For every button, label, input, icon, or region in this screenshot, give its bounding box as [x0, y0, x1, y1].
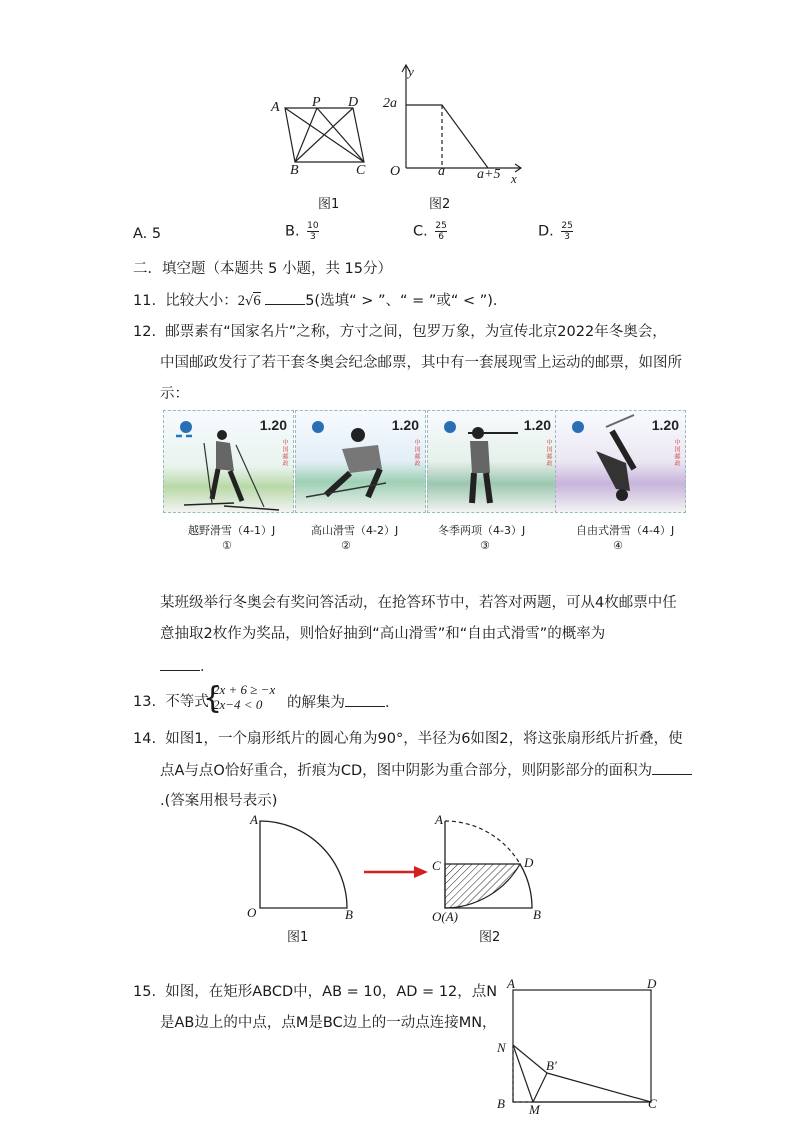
sector2-caption: 图2	[479, 930, 501, 945]
stamp-index-4: ④	[613, 539, 623, 552]
sector2-label-a: A	[435, 812, 443, 827]
fig2-y-tick: 2a	[383, 96, 397, 111]
option-a: A. 5	[133, 226, 162, 242]
rect-label-b-prime: B′	[546, 1058, 557, 1073]
fig2-x-tick-a: a	[438, 164, 445, 179]
stamp-index-3: ③	[480, 539, 490, 552]
stamp-price: 1.20	[523, 417, 551, 433]
fig2-caption: 图2	[429, 197, 451, 212]
sector-figure-1	[255, 818, 355, 914]
rect-label-c: C	[648, 1096, 657, 1111]
skier-figure-3	[428, 411, 558, 513]
rectangle-figure	[505, 985, 665, 1110]
top-figure-2	[378, 60, 528, 185]
inequality-1: 2x + 6 ≥ −x	[213, 682, 276, 697]
stamp-caption-4: 自由式滑雪（4-4）J	[576, 524, 675, 537]
stamp-index-1: ①	[222, 539, 232, 552]
question-13-suffix: 的解集为 ．	[287, 692, 400, 713]
skier-figure-2	[296, 411, 426, 513]
option-c: C. $\frac{25}{6}$	[413, 221, 447, 242]
fig2-x-tick-a5: a+5	[477, 167, 501, 182]
fig2-x-axis-label: x	[511, 171, 517, 186]
sector2-label-oa: O(A)	[432, 909, 458, 924]
question-13: 13. 不等式	[133, 694, 209, 710]
stamp-price: 1.20	[391, 417, 419, 433]
stamp-issuer: 中国邮政	[413, 439, 420, 467]
red-arrow	[362, 864, 430, 880]
question-12-line-5: 意抽取2枚作为奖品，则恰好抽到“高山滑雪”和“自由式滑雪”的概率为	[160, 626, 606, 642]
stamp-2	[295, 410, 426, 513]
fig1-label-a: A	[271, 100, 280, 115]
skier-figure-4	[556, 411, 686, 513]
sector1-label-b: B	[345, 907, 353, 922]
question-14-line-2: 点A与点O恰好重合，折痕为CD，图中阴影为重合部分，则阴影部分的面积为	[160, 760, 692, 781]
skier-figure-1	[164, 411, 294, 513]
question-12-line-1: 12. 邮票素有“国家名片”之称，方寸之间，包罗万象，为宣传北京2022年冬奥会，	[133, 324, 667, 340]
fig2-origin: O	[390, 164, 401, 179]
rect-label-d: D	[647, 976, 657, 991]
stamp-index-2: ②	[341, 539, 351, 552]
sector2-label-b: B	[533, 907, 541, 922]
stamp-caption-2: 高山滑雪（4-2）J	[311, 524, 399, 537]
sector2-label-d: D	[524, 855, 534, 870]
option-d: D. $\frac{25}{3}$	[538, 221, 573, 242]
stamp-4	[555, 410, 686, 513]
stamp-price: 1.20	[651, 417, 679, 433]
question-14-line-3: .(答案用根号表示)	[160, 793, 278, 809]
fig1-label-b: B	[290, 163, 299, 178]
inequality-2: 2x−4 < 0	[213, 697, 263, 712]
fig1-caption: 图1	[318, 197, 340, 212]
stamp-caption-1: 越野滑雪（4-1）J	[188, 524, 276, 537]
rect-label-b: B	[497, 1096, 505, 1111]
sector1-label-a: A	[250, 812, 258, 827]
rect-label-n: N	[497, 1040, 506, 1055]
stamp-1	[163, 410, 294, 513]
fig1-label-p: P	[312, 95, 321, 110]
question-15-line-1: 15. 如图，在矩形ABCD中，AB = 10，AD = 12，点N	[133, 984, 498, 1000]
section-title: 二．填空题（本题共 5 小题，共 15分）	[133, 261, 393, 277]
sector1-caption: 图1	[287, 930, 309, 945]
fig1-label-d: D	[348, 95, 359, 110]
question-11: 11. 比较大小：2√6 5(选填“ > ”、“ = ”或“ < ”)．	[133, 290, 507, 312]
rect-label-a: A	[507, 976, 515, 991]
stamp-issuer: 中国邮政	[673, 439, 680, 467]
stamp-issuer: 中国邮政	[281, 439, 288, 467]
question-12-line-2: 中国邮政发行了若干套冬奥会纪念邮票，其中有一套展现雪上运动的邮票，如图所	[160, 355, 682, 371]
stamp-price: 1.20	[259, 417, 287, 433]
question-12-answer-line: ．	[160, 656, 215, 677]
question-14-line-1: 14. 如图1，一个扇形纸片的圆心角为90°，半径为6如图2，将这张扇形纸片折叠，使	[133, 731, 683, 747]
stamp-caption-3: 冬季两项（4-3）J	[438, 524, 526, 537]
fig1-label-c: C	[356, 163, 366, 178]
stamp-issuer: 中国邮政	[545, 439, 552, 467]
question-15-line-2: 是AB边上的中点，点M是BC边上的一动点连接MN，	[160, 1015, 497, 1031]
question-12-line-4: 某班级举行冬奥会有奖问答活动，在抢答环节中，若答对两题，可从4枚邮票中任	[160, 595, 677, 611]
rect-label-m: M	[529, 1102, 540, 1117]
system-brace: {	[203, 681, 223, 716]
question-12-line-3: 示：	[160, 386, 189, 402]
option-b: B. $\frac{10}{3}$	[285, 221, 319, 242]
stamp-3	[427, 410, 558, 513]
fig2-y-axis-label: y	[408, 64, 414, 79]
sector1-label-o: O	[247, 905, 257, 920]
sector2-label-c: C	[432, 858, 441, 873]
